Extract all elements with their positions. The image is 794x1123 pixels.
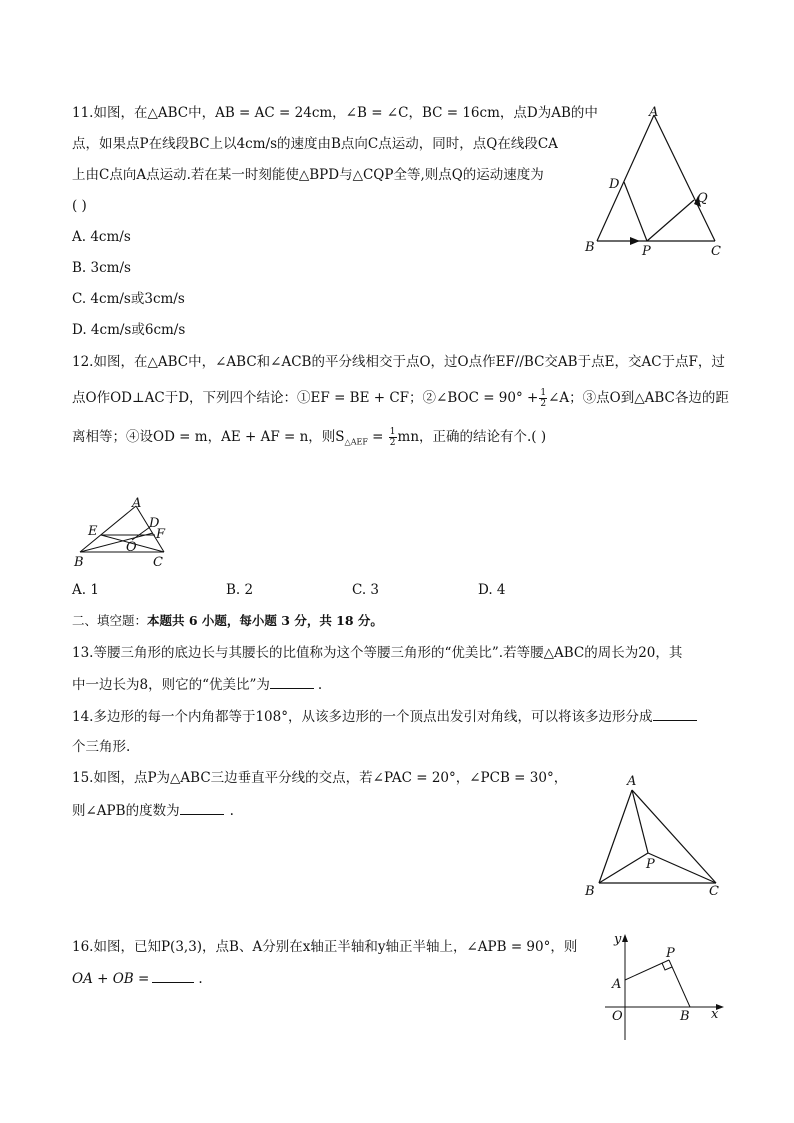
q13-line-2: 中一边长为8，则它的“优美比”为 . — [72, 674, 322, 695]
q12-line-2: 点O作OD⊥AC于D，下列四个结论：①EF = BE + CF；②∠BOC = 90° + $\frac{1}{2}$ ∠A；③点O到△ABC各边的距 — [72, 388, 729, 409]
q11-option-b[interactable]: B. 3cm/s — [72, 260, 131, 276]
q16-label-o: O — [612, 1009, 623, 1024]
q11-label-p: P — [642, 244, 651, 259]
q11-option-a[interactable]: A. 4cm/s — [72, 229, 131, 245]
q13-answer-blank[interactable] — [270, 674, 314, 689]
q11-label-d: D — [609, 177, 620, 192]
q16-label-y: y — [614, 932, 622, 947]
q12-label-e: E — [88, 524, 98, 539]
q12-figure — [70, 495, 180, 570]
q15-line-2: 则∠APB的度数为 . — [72, 800, 234, 821]
q11-line-3: 上由C点向A点运动.若在某一时刻能使△BPD与△CQP全等,则点Q的运动速度为 — [72, 167, 544, 183]
q12-option-b[interactable]: B. 2 — [226, 582, 254, 598]
q15-label-c: C — [709, 884, 719, 899]
q14-line-1: 14.多边形的每一个内角都等于108°，从该多边形的一个顶点出发引对角线，可以将该多边形分成 — [72, 706, 697, 727]
q16-label-b: B — [680, 1009, 690, 1024]
q15-figure — [580, 768, 730, 903]
q15-label-p: P — [646, 857, 655, 872]
q16-figure — [600, 930, 730, 1045]
q11-side-ab — [597, 115, 654, 241]
q16-label-a: A — [612, 977, 622, 992]
q11-segment-dp — [624, 182, 647, 241]
q15-line-1: 15.如图，点P为△ABC三边垂直平分线的交点，若∠PAC = 20°，∠PCB = 30°， — [72, 770, 568, 786]
q15-label-a: A — [627, 774, 637, 789]
q11-label-q: Q — [697, 191, 708, 206]
q13-line-1: 13.等腰三角形的底边长与其腰长的比值称为这个等腰三角形的“优美比”.若等腰△ABC的周长为20，其 — [72, 645, 683, 661]
q12-option-c[interactable]: C. 3 — [352, 582, 380, 598]
q11-option-d[interactable]: D. 4cm/s或6cm/s — [72, 322, 186, 338]
q11-label-b: B — [585, 240, 595, 255]
q14-line-2: 个三角形. — [72, 739, 131, 755]
q12-option-d[interactable]: D. 4 — [478, 582, 506, 598]
q14-answer-blank[interactable] — [653, 706, 697, 721]
q12-option-a[interactable]: A. 1 — [72, 582, 99, 598]
q16-line-2: OA + OB = . — [72, 968, 203, 989]
q12-label-o: O — [126, 540, 137, 555]
q11-label-a: A — [649, 105, 659, 120]
q11-side-ac — [654, 115, 715, 241]
section-2-heading: 二、填空题：本题共 6 小题，每小题 3 分，共 18 分。 — [72, 613, 383, 628]
q12-line-1: 12.如图，在△ABC中，∠ABC和∠ACB的平分线相交于点O，过O点作EF//BC交AB于点E，交AC于点F，过 — [72, 354, 725, 370]
q11-figure — [580, 100, 730, 265]
q12-label-f: F — [156, 527, 166, 542]
q11-label-c: C — [711, 244, 721, 259]
q12-line-3: 离相等；④设OD = m，AE + AF = n，则$S_{\triangle AEF}$ = $\frac{1}{2}$ mn，正确的结论有个.( ) — [72, 427, 547, 448]
q16-label-p: P — [666, 946, 675, 961]
q11-line-4: ( ) — [72, 198, 87, 214]
q12-label-d: D — [149, 516, 160, 531]
q11-segment-pq — [647, 200, 694, 241]
q12-label-c: C — [153, 555, 163, 570]
q16-line-1: 16.如图，已知P(3,3)，点B、A分别在x轴正半轴和y轴正半轴上，∠APB = 90°，则 — [72, 939, 578, 955]
q11-option-c[interactable]: C. 4cm/s或3cm/s — [72, 291, 185, 307]
q11-line-2: 点，如果点P在线段BC上以4cm/s的速度由B点向C点运动，同时，点Q在线段CA — [72, 136, 558, 152]
q11-arrow-bp — [630, 237, 640, 245]
q12-label-a: A — [132, 496, 142, 511]
q11-line-1: 11.如图，在△ABC中，AB = AC = 24cm，∠B = ∠C，BC = 16cm，点D为AB的中 — [72, 105, 598, 121]
q12-label-b: B — [74, 555, 84, 570]
q16-answer-blank[interactable] — [152, 968, 194, 983]
q15-label-b: B — [585, 884, 595, 899]
q15-answer-blank[interactable] — [180, 800, 224, 815]
q16-label-x: x — [711, 1007, 719, 1022]
